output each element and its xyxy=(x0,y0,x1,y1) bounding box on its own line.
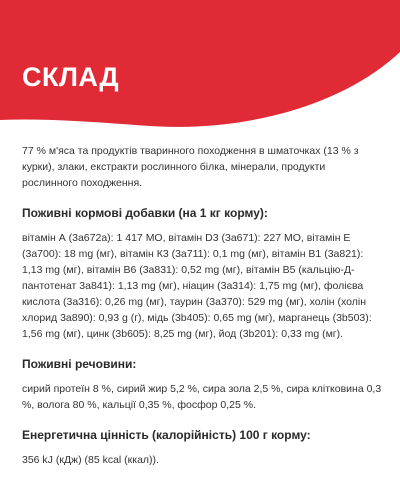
energy-heading: Енергетична цінність (калорійність) 100 г корму: xyxy=(22,428,311,442)
page-title: СКЛАД xyxy=(22,62,120,92)
energy-text: 356 kJ (кДж) (85 kcal (ккал)). xyxy=(22,454,159,466)
additives-text: вітамін А (3а672а): 1 417 МО, вітамін D3 (3а671): 227 МО, вітамін Е (3а700): 18 mg (мг), вітамін К3 (3а711): 0,1 mg (мг), вітамін B1 (3а821): 1,13 mg (мг), вітамін B6 (3а831): 0,52 mg (мг), вітамін B5 (кальцію-Д-пантотенат 3а841): 1,13 mg (мг), ніацин (3а314): 1,75 mg (мг), фолієва кислота (3а316): 0,26 mg (мг), таурин (3а370): 529 mg (мг), холін (холін хлорид 3а890): 0,93 g (г), мідь (3b405): 0,65 mg (мг), марганець (3b503): 1,56 mg (мг), цинк (3b605): 8,25 mg (мг), йод (3b201): 0,33 mg (мг). xyxy=(22,232,372,340)
additives-heading: Поживні кормові добавки (на 1 кг корму): xyxy=(22,206,268,220)
composition-text: 77 % м'яса та продуктів тваринного походження в шматочках (13 % з курки), злаки, екстракти рослинного білка, мінерали, продукти рослинного походження. xyxy=(22,145,359,189)
content-section xyxy=(22,143,382,468)
nutrients-heading: Поживні речовини: xyxy=(22,357,137,371)
nutrients-text: сирий протеїн 8 %, сирий жир 5,2 %, сира зола 2,5 %, сира клітковина 0,3 %, волога 80 %, кальції 0,35 %, фосфор 0,25 %. xyxy=(22,383,382,411)
